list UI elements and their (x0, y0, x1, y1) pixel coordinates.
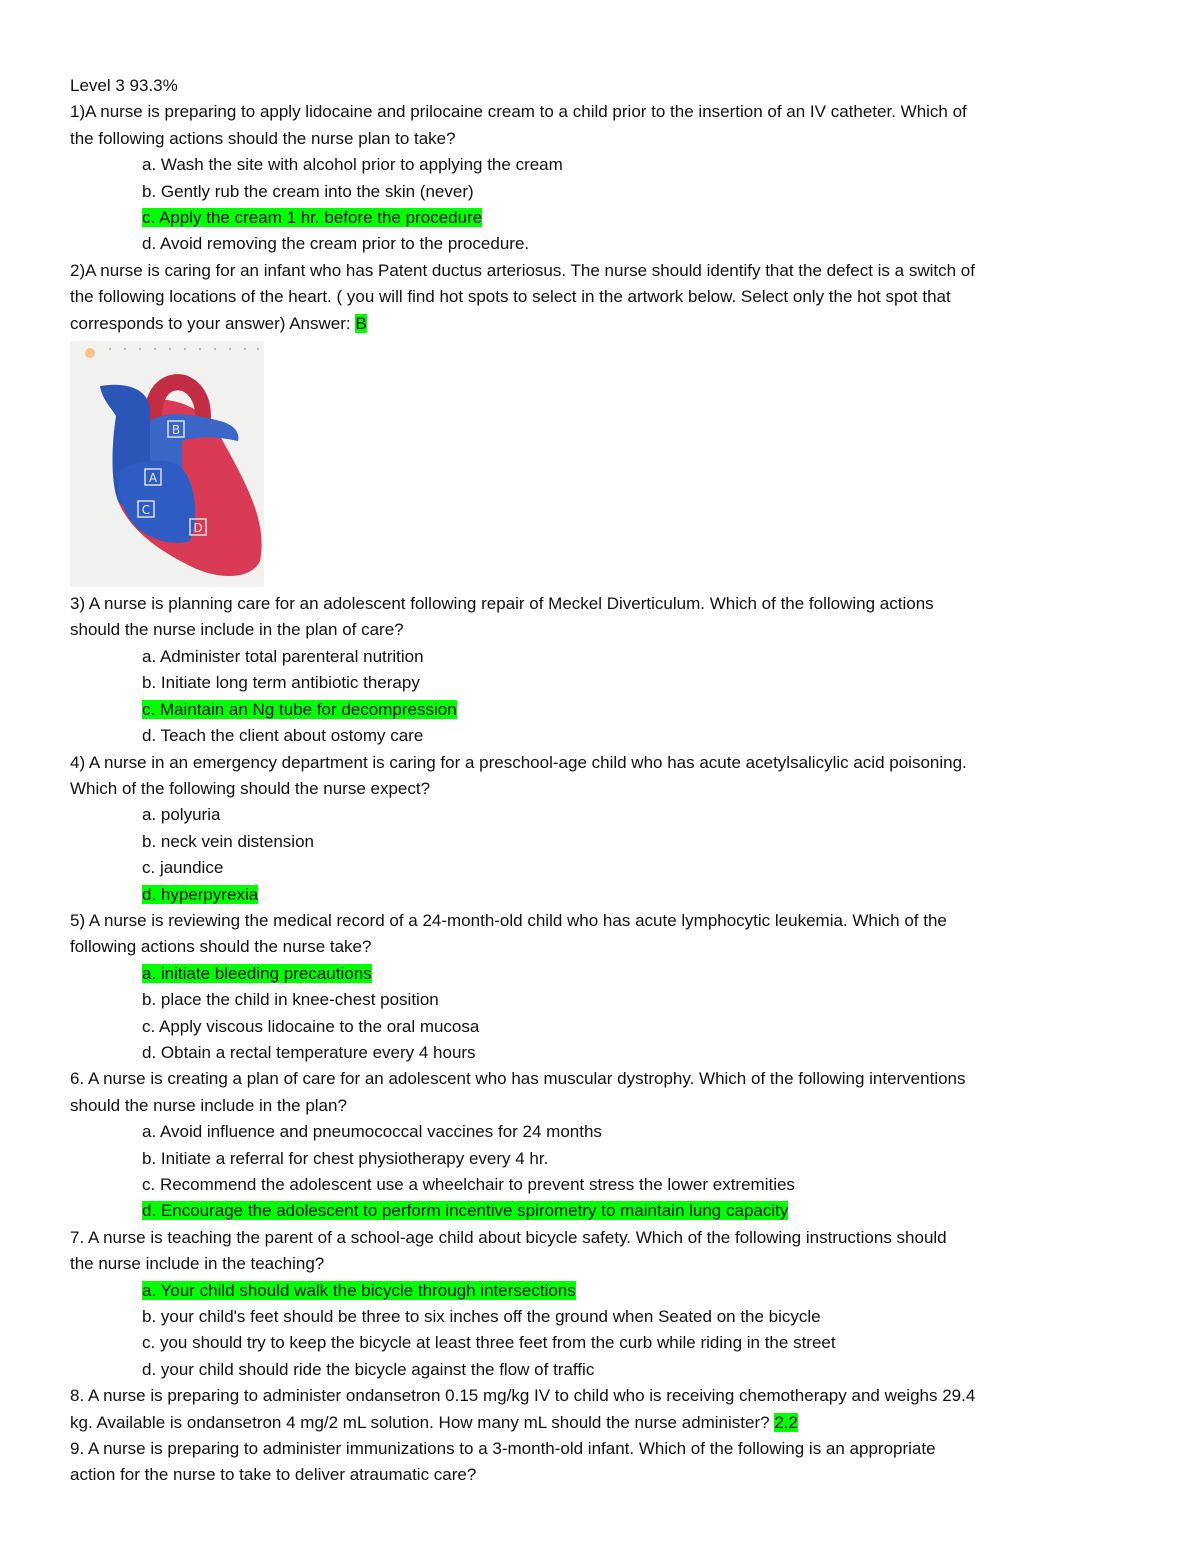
option-a: a. polyuria (142, 805, 221, 825)
question-1 (70, 99, 1140, 257)
question-6 (70, 1066, 1140, 1224)
question-text: 9. A nurse is preparing to administer immunizations to a 3-month-old infant. Which of the following is an appropriate (70, 1439, 936, 1459)
highlighted-answer: d. Encourage the adolescent to perform incentive spirometry to maintain lung capacity (142, 1201, 789, 1221)
document-header: Level 3 93.3% (70, 76, 178, 95)
option-d: d. Avoid removing the cream prior to the procedure. (142, 234, 530, 254)
option-a: a. Administer total parenteral nutrition (142, 646, 424, 666)
question-4 (70, 750, 1140, 908)
question-text: should the nurse include in the plan? (70, 1095, 347, 1115)
question-text: corresponds to your answer) Answer: B (70, 313, 367, 333)
question-text: 1)A nurse is preparing to apply lidocaine and prilocaine cream to a child prior to the insertion of an IV catheter. Which of (70, 102, 967, 122)
question-text: should the nurse include in the plan of care? (70, 620, 404, 640)
question-text: 3) A nurse is planning care for an adolescent following repair of Meckel Diverticulum. Which of the following actions (70, 594, 934, 614)
question-5 (70, 908, 1140, 1066)
option-c: c. jaundice (142, 858, 224, 878)
option-d-correct (70, 882, 1140, 908)
hotspot-label[interactable]: C (141, 503, 151, 518)
document-body (70, 73, 1140, 1489)
option-d: d. your child should ride the bicycle against the flow of traffic (142, 1359, 595, 1379)
option-b: b. neck vein distension (142, 831, 314, 851)
question-text: Which of the following should the nurse expect? (70, 778, 431, 798)
question-text: kg. Available is ondansetron 4 mg/2 mL solution. How many mL should the nurse administer? 2.2 (70, 1412, 798, 1432)
option-b: b. Gently rub the cream into the skin (never) (142, 181, 474, 201)
question-text: 6. A nurse is creating a plan of care for an adolescent who has muscular dystrophy. Which of the following interventions (70, 1069, 966, 1089)
question-text: action for the nurse to take to deliver atraumatic care? (70, 1465, 477, 1485)
highlighted-answer: B (355, 313, 367, 333)
question-8 (70, 1383, 1140, 1436)
question-3 (70, 591, 1140, 749)
option-b: b. Initiate a referral for chest physiotherapy every 4 hr. (142, 1148, 549, 1168)
highlighted-answer: a. Your child should walk the bicycle through intersections (142, 1280, 576, 1300)
question-text: 7. A nurse is teaching the parent of a school-age child about bicycle safety. Which of the following instructions should (70, 1227, 947, 1247)
option-c-correct (70, 205, 1140, 231)
option-d: d. Obtain a rectal temperature every 4 hours (142, 1042, 476, 1062)
highlighted-answer: a. initiate bleeding precautions (142, 963, 372, 983)
question-2 (70, 258, 1140, 587)
option-d-correct (70, 1198, 1140, 1224)
option-a: a. Wash the site with alcohol prior to applying the cream (142, 155, 563, 175)
question-text: 4) A nurse in an emergency department is caring for a preschool-age child who has acute acetylsalicylic acid poisoning. (70, 752, 967, 772)
option-d: d. Teach the client about ostomy care (142, 726, 424, 746)
question-text: the following actions should the nurse plan to take? (70, 128, 456, 148)
question-text: 5) A nurse is reviewing the medical record of a 24-month-old child who has acute lymphocytic leukemia. Which of the (70, 910, 947, 930)
question-text: 8. A nurse is preparing to administer ondansetron 0.15 mg/kg IV to child who is receiving chemotherapy and weighs 29.4 (70, 1386, 976, 1406)
hotspot-label[interactable]: A (148, 471, 158, 486)
heart-image (70, 341, 264, 587)
question-9 (70, 1436, 1140, 1489)
option-b: b. your child's feet should be three to six inches off the ground when Seated on the bicycle (142, 1307, 821, 1327)
option-a-correct (70, 961, 1140, 987)
highlighted-answer: d. hyperpyrexia (142, 884, 259, 904)
question-text: following actions should the nurse take? (70, 937, 372, 957)
hotspot-marker-dot (85, 348, 95, 358)
question-7 (70, 1225, 1140, 1383)
question-text: the nurse include in the teaching? (70, 1254, 325, 1274)
hotspot-label[interactable]: D (193, 521, 203, 536)
question-text: 2)A nurse is caring for an infant who has Patent ductus arteriosus. The nurse should identify that the defect is a switch of (70, 260, 975, 280)
option-c: c. Apply viscous lidocaine to the oral mucosa (142, 1016, 480, 1036)
question-text: the following locations of the heart. ( you will find hot spots to select in the artwork below. Select only the hot spot that (70, 287, 951, 307)
heart-diagram (70, 341, 264, 587)
option-c: c. you should try to keep the bicycle at least three feet from the curb while riding in the street (142, 1333, 836, 1353)
option-b: b. place the child in knee-chest position (142, 990, 439, 1010)
option-c: c. Recommend the adolescent use a wheelchair to prevent stress the lower extremities (142, 1175, 795, 1194)
highlighted-answer: c. Apply the cream 1 hr. before the procedure (142, 208, 483, 228)
option-b: b. Initiate long term antibiotic therapy (142, 673, 420, 693)
option-a: a. Avoid influence and pneumococcal vaccines for 24 months (142, 1122, 602, 1142)
highlighted-answer: c. Maintain an Ng tube for decompression (142, 699, 457, 719)
option-a-correct (70, 1278, 1140, 1304)
highlighted-answer: 2.2 (774, 1412, 798, 1432)
option-c-correct (70, 697, 1140, 723)
hotspot-label[interactable]: B (171, 423, 181, 438)
